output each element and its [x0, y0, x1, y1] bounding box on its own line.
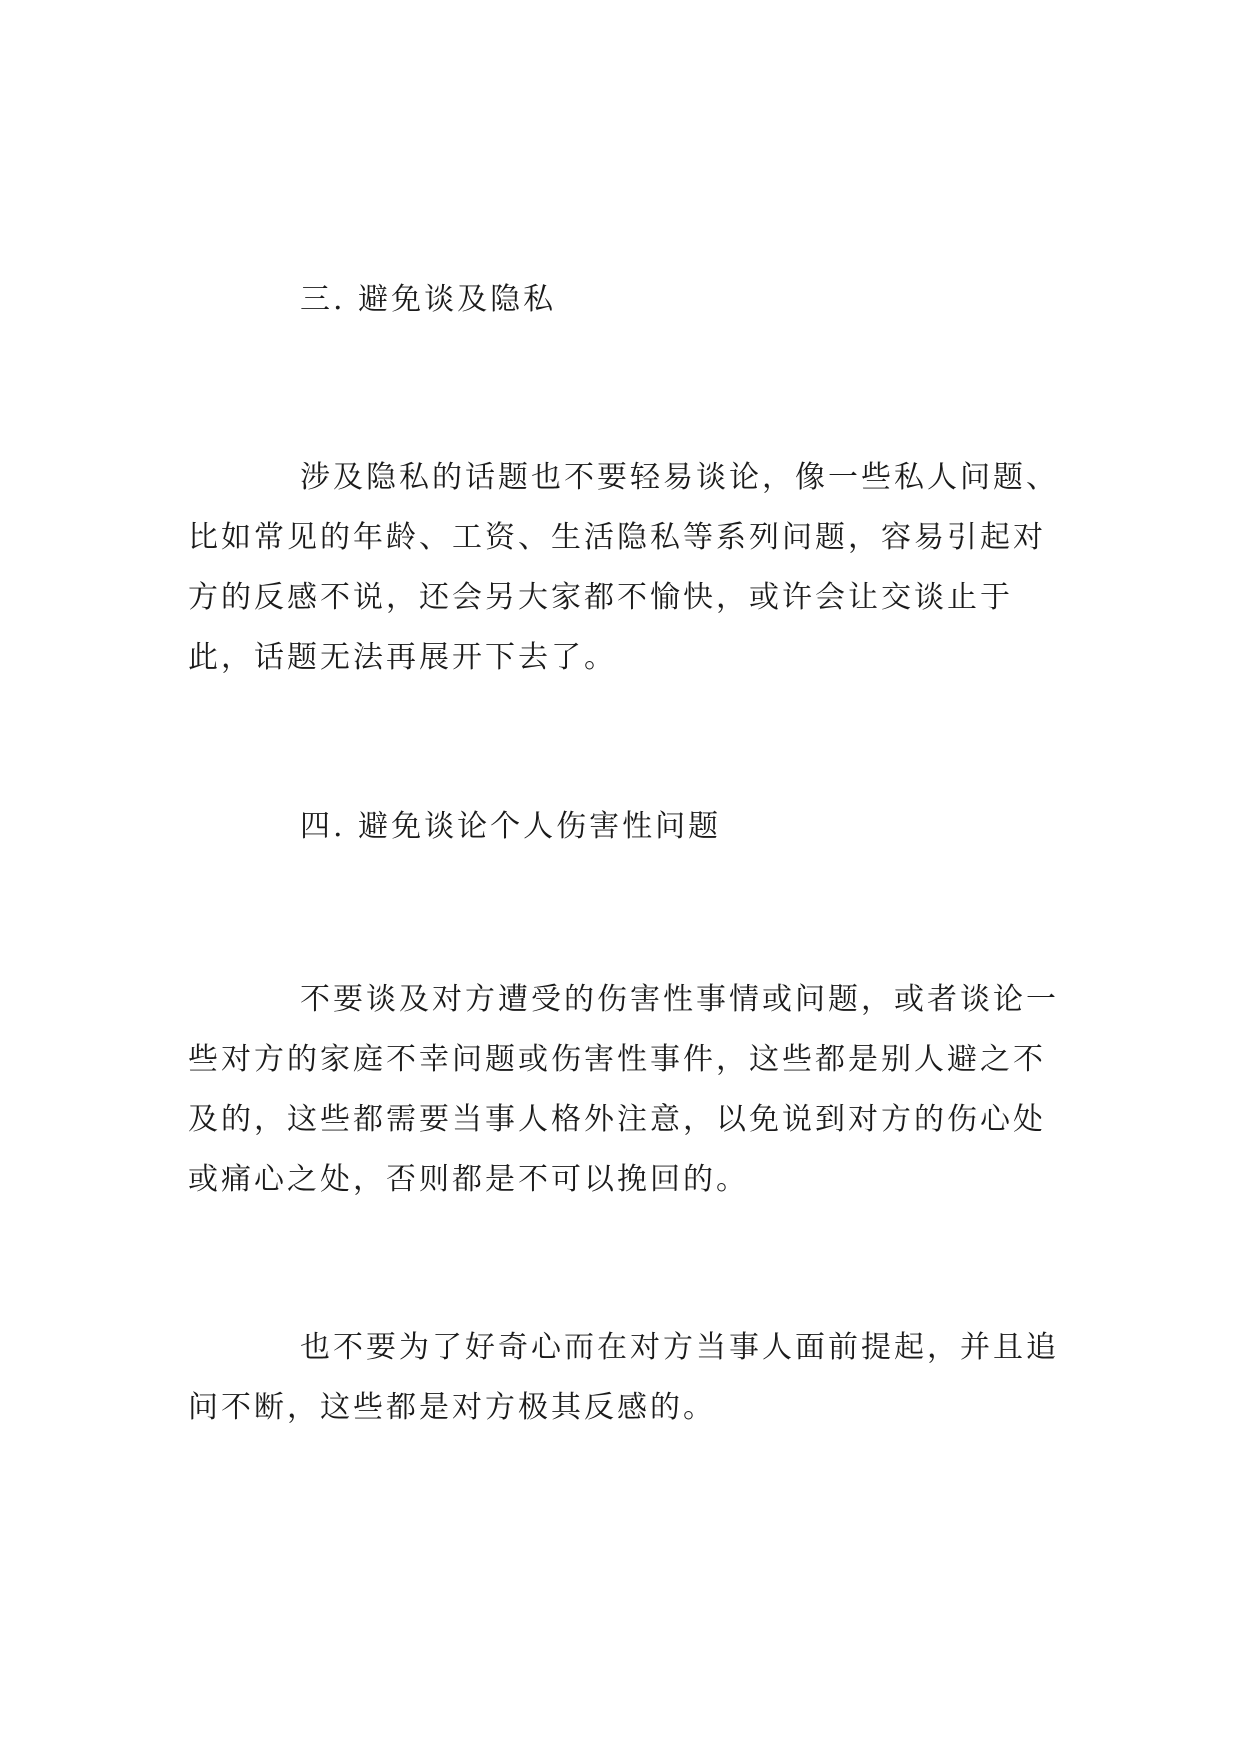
section-three-heading: 三. 避免谈及隐私 — [300, 282, 557, 317]
section-four-paragraph-1: 不要谈及对方遭受的伤害性事情或问题，或者谈论一些对方的家庭不幸问题或伤害性事件，这些都是别人避之不及的，这些都需要当事人格外注意，以免说到对方的伤心处或痛心之处，否则都是不可以挽回的。 — [188, 982, 1059, 1197]
section-four-paragraph-2: 也不要为了好奇心而在对方当事人面前提起，并且追问不断，这些都是对方极其反感的。 — [188, 1330, 1059, 1425]
section-four-heading: 四. 避免谈论个人伤害性问题 — [300, 809, 722, 844]
section-three-paragraph: 涉及隐私的话题也不要轻易谈论，像一些私人问题、比如常见的年龄、工资、生活隐私等系列问题，容易引起对方的反感不说，还会另大家都不愉快，或许会让交谈止于此，话题无法再展开下去了。 — [188, 460, 1059, 675]
